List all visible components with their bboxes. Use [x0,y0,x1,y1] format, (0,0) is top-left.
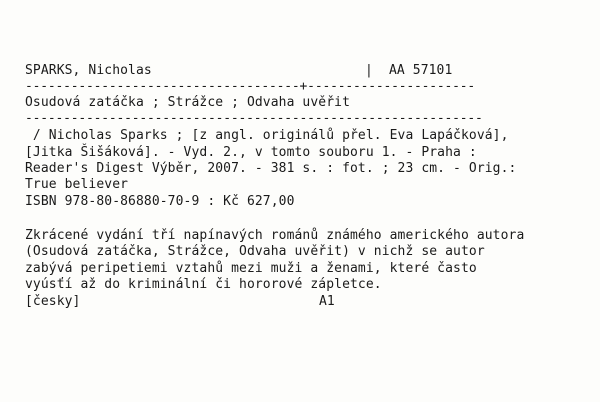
annotation-line: zabývá peripetiemi vztahů mezi muži a ženami, které často [25,261,477,276]
call-number: AA 57101 [389,63,453,78]
description-line: / Nicholas Sparks ; [z angl. originálů přel. Eva Lapáčková], [25,128,509,143]
location-code: A1 [319,294,335,309]
annotation-line: vyúsťí až do kriminální či hororové zápletce. [25,277,382,292]
description-line: Reader's Digest Výběr, 2007. - 381 s. : fot. ; 23 cm. - Orig.: [25,161,517,176]
author-heading: SPARKS, Nicholas [25,63,152,78]
separator-line: ------------------------------------+---------------------- [25,82,475,92]
separator-line: ------------------------------------------------------------ [25,114,483,124]
isbn-line: ISBN 978-80-86880-70-9 : Kč 627,00 [25,194,295,209]
annotation-line: (Osudová zatáčka, Strážce, Odvaha uvěřit) v nichž se autor [25,244,485,259]
description-line: True believer [25,177,129,192]
language-note: [česky] [25,294,81,309]
description-line: [Jitka Šišáková]. - Vyd. 2., v tomto souboru 1. - Praha : [25,145,477,160]
annotation-line: Zkrácené vydání tří napínavých románů známého amerického autora [25,228,525,243]
call-number-separator: | [365,63,373,78]
title-line: Osudová zatáčka ; Strážce ; Odvaha uvěřit [25,95,350,110]
